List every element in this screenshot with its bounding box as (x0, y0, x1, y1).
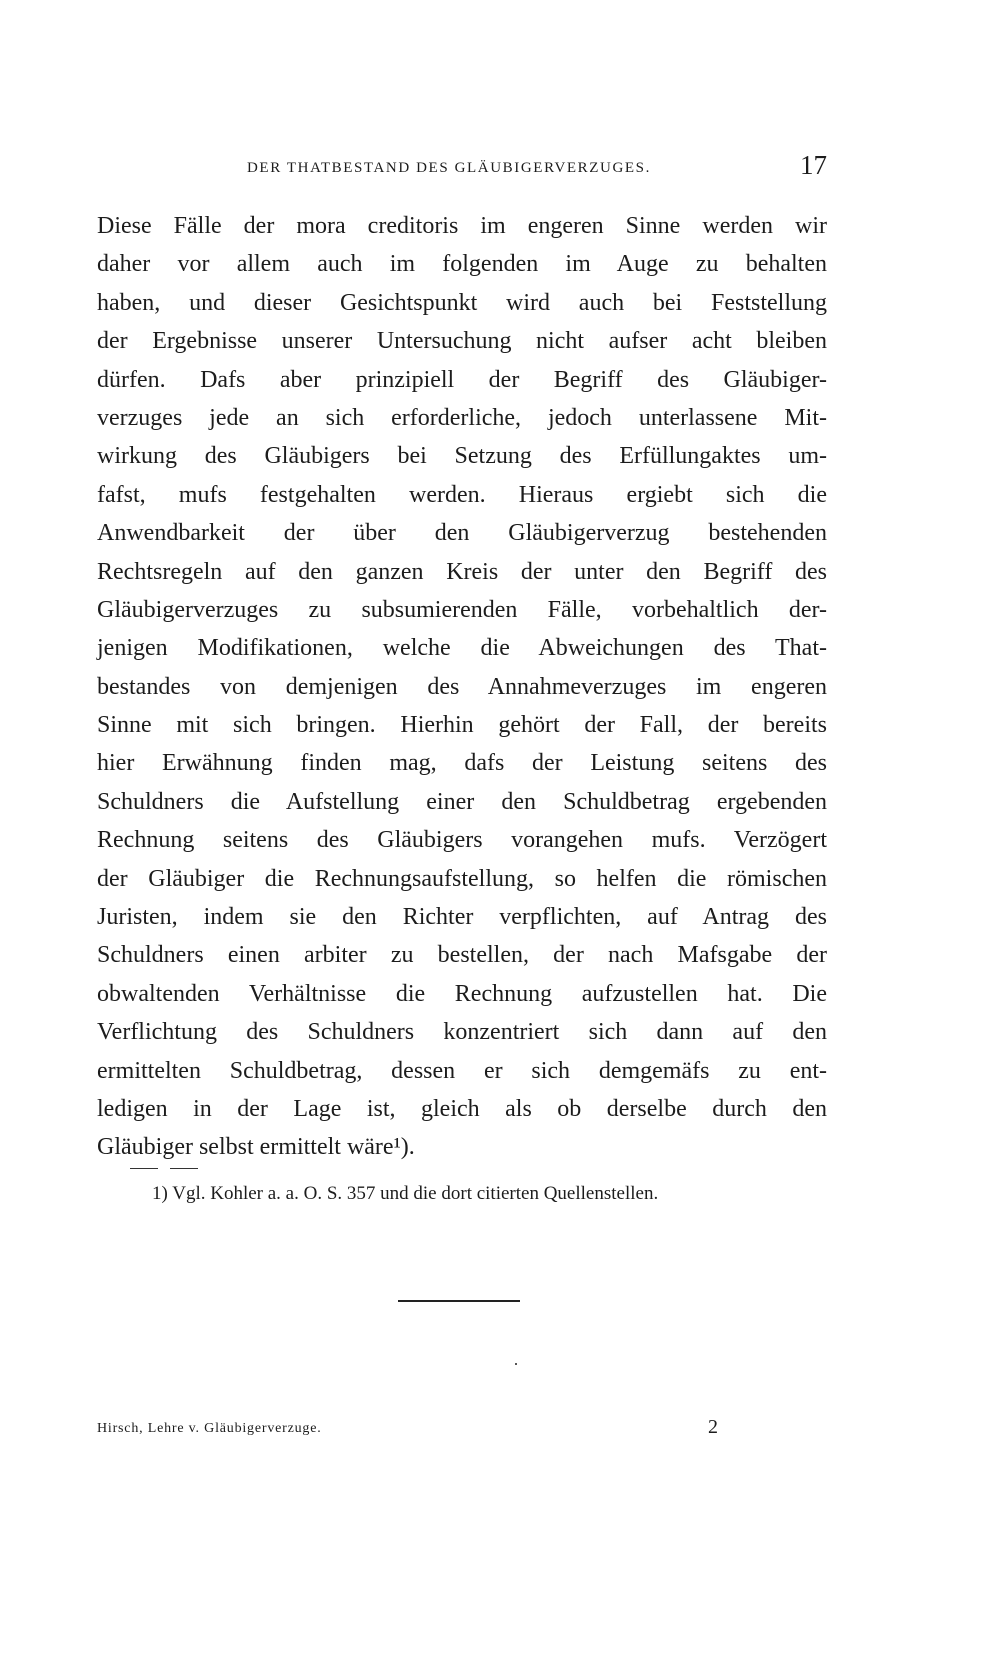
section-end-rule (398, 1300, 520, 1302)
text-line: haben, und dieser Gesichtspunkt wird auch bei Feststellung (97, 289, 827, 316)
text-line: ermittelten Schuldbetrag, dessen er sich demgemäfs zu ent- (97, 1057, 827, 1084)
text-line: Verflichtung des Schuldners konzentriert sich dann auf den (97, 1019, 827, 1046)
text-line: der Ergebnisse unserer Untersuchung nicht aufser acht bleiben (97, 328, 827, 355)
footnote-rule-right (170, 1168, 198, 1169)
page-number: 17 (800, 150, 827, 180)
body-paragraph (97, 207, 827, 1167)
text-line: Rechtsregeln auf den ganzen Kreis der unter den Begriff des (97, 558, 827, 585)
text-line: der Gläubiger die Rechnungsaufstellung, so helfen die römischen (97, 865, 827, 892)
text-line: jenigen Modifikationen, welche die Abweichungen des That- (97, 635, 827, 662)
text-line: ledigen in der Lage ist, gleich als ob derselbe durch den (97, 1095, 827, 1122)
text-line: fafst, mufs festgehalten werden. Hieraus ergiebt sich die (97, 481, 827, 508)
text-line: Schuldners die Aufstellung einer den Schuldbetrag ergebenden (97, 788, 827, 815)
text-line: daher vor allem auch im folgenden im Auge zu behalten (97, 251, 827, 278)
text-line: hier Erwähnung finden mag, dafs der Leistung seitens des (97, 750, 827, 777)
text-line: bestandes von demjenigen des Annahmeverzuges im engeren (97, 673, 827, 700)
text-line: Sinne mit sich bringen. Hierhin gehört der Fall, der bereits (97, 712, 827, 739)
footnote-rule-left (130, 1168, 158, 1169)
footnote: 1) Vgl. Kohler a. a. O. S. 357 und die dort citierten Quellenstellen. (152, 1183, 659, 1204)
running-head (97, 150, 827, 186)
text-line: verzuges jede an sich erforderliche, jedoch unterlassene Mit- (97, 404, 827, 431)
text-line: dürfen. Dafs aber prinzipiell der Begriff des Gläubiger- (97, 366, 827, 393)
text-line-last: Gläubiger selbst ermittelt wäre¹). (97, 1134, 415, 1161)
signature-line: Hirsch, Lehre v. Gläubigerverzuge. (97, 1421, 322, 1436)
sheet-number: 2 (708, 1416, 718, 1438)
print-speck (515, 1363, 517, 1365)
text-line: Rechnung seitens des Gläubigers vorangehen mufs. Verzögert (97, 827, 827, 854)
text-line: Anwendbarkeit der über den Gläubigerverzug bestehenden (97, 520, 827, 547)
text-line: wirkung des Gläubigers bei Setzung des Erfüllungaktes um- (97, 443, 827, 470)
running-title: DER THATBESTAND DES GLÄUBIGERVERZUGES. (247, 160, 651, 176)
text-line: obwaltenden Verhältnisse die Rechnung aufzustellen hat. Die (97, 980, 827, 1007)
text-line: Gläubigerverzuges zu subsumierenden Fälle, vorbehaltlich der- (97, 596, 827, 623)
text-line: Diese Fälle der mora creditoris im engeren Sinne werden wir (97, 213, 827, 239)
text-line: Juristen, indem sie den Richter verpflichten, auf Antrag des (97, 904, 827, 931)
text-line: Schuldners einen arbiter zu bestellen, der nach Mafsgabe der (97, 942, 827, 969)
